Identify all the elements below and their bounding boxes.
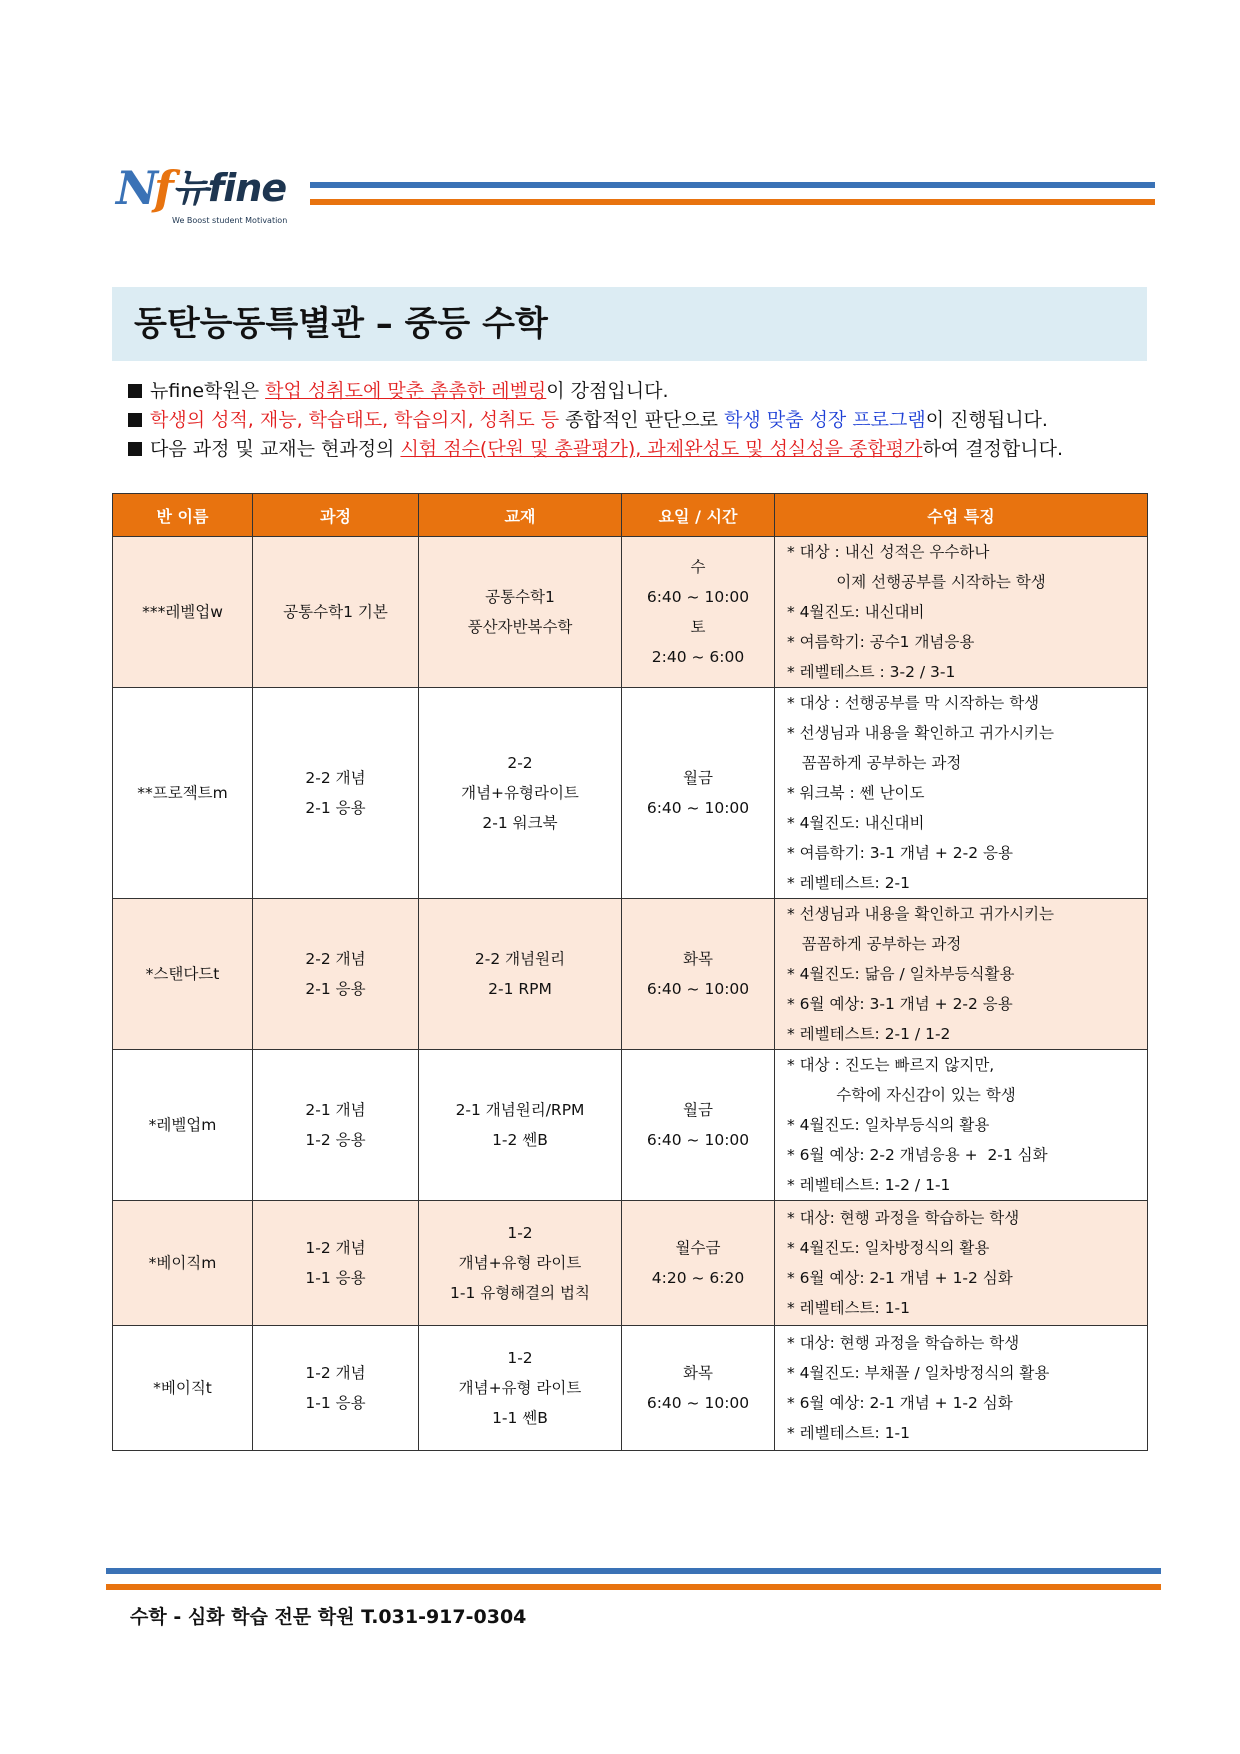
- course-line: 2-1 개념: [305, 1101, 366, 1119]
- bullet-text: 이 강점입니다.: [546, 380, 669, 402]
- features-line: * 4월진도: 일차부등식의 활용: [787, 1116, 990, 1134]
- features-line: * 워크북 : 쎈 난이도: [787, 784, 925, 802]
- logo-mark-f: f: [154, 161, 170, 215]
- textbook-cell: [419, 688, 622, 899]
- bullet-text: 학업 성취도에 맞춘 촘촘한 레벨링: [265, 380, 547, 402]
- schedule-cell: [622, 688, 775, 899]
- logo-tagline: We Boost student Motivation: [172, 216, 288, 225]
- bullet-line: [128, 406, 1158, 435]
- class-name-cell: [113, 1326, 253, 1451]
- schedule-line: 4:20 ~ 6:20: [651, 1269, 745, 1287]
- footer-contact: 수학 - 심화 학습 전문 학원 T.031-917-0304: [130, 1606, 527, 1628]
- header-rule-orange: [310, 199, 1155, 205]
- textbook-cell: [419, 1050, 622, 1201]
- logo-mark: [116, 160, 170, 216]
- bullet-text: 뉴fine학원은: [150, 380, 266, 402]
- features-line: * 선생님과 내용을 확인하고 귀가시키는: [787, 724, 1055, 742]
- header-course: 과정: [253, 494, 419, 537]
- features-line: * 4월진도: 일차방정식의 활용: [787, 1239, 990, 1257]
- bullet-text: 하여 결정합니다.: [922, 438, 1064, 460]
- textbook-line: 개념+유형라이트: [461, 784, 579, 802]
- schedule-line: 2:40 ~ 6:00: [651, 648, 745, 666]
- course-cell: [253, 1050, 419, 1201]
- course-line: 1-2 응용: [305, 1131, 366, 1149]
- footer-rule-orange: [106, 1584, 1161, 1590]
- table-header-row: [113, 494, 1148, 537]
- course-cell: [253, 899, 419, 1050]
- features-line: * 4월진도: 부채꼴 / 일차방정식의 활용: [787, 1364, 1050, 1382]
- features-line: * 레벨테스트: 2-1 / 1-2: [787, 1025, 951, 1043]
- textbook-line: 개념+유형 라이트: [458, 1379, 582, 1397]
- textbook-line: 2-1 RPM: [488, 980, 552, 998]
- course-line: 공통수학1 기본: [283, 603, 388, 621]
- features-cell: [775, 688, 1148, 899]
- features-line: * 대상 : 선행공부를 막 시작하는 학생: [787, 694, 1040, 712]
- features-line: * 레벨테스트: 2-1: [787, 874, 911, 892]
- schedule-line: 월금: [683, 769, 713, 787]
- header-schedule: 요일 / 시간: [622, 494, 775, 537]
- features-line: * 6월 예상: 2-1 개념 + 1-2 심화: [787, 1394, 1013, 1412]
- schedule-line: 6:40 ~ 10:00: [646, 588, 750, 606]
- schedule-line: 화목: [683, 1364, 713, 1382]
- course-line: 2-1 응용: [305, 980, 366, 998]
- textbook-line: 2-2 개념원리: [474, 950, 566, 968]
- class-name: *레벨업m: [148, 1116, 217, 1134]
- intro-bullets: [128, 377, 1158, 464]
- class-name-cell: [113, 537, 253, 688]
- schedule-line: 화목: [683, 950, 713, 968]
- features-line: * 4월진도: 내신대비: [787, 603, 925, 621]
- features-cell: [775, 1201, 1148, 1326]
- logo-mark-n: N: [116, 161, 155, 215]
- features-line: * 6월 예상: 2-2 개념응용 + 2-1 심화: [787, 1146, 1048, 1164]
- schedule-line: 6:40 ~ 10:00: [646, 1131, 750, 1149]
- bullet-line: [128, 435, 1158, 464]
- features-line: 꼼꼼하게 공부하는 과정: [787, 935, 962, 953]
- textbook-line: 2-1 개념원리/RPM: [455, 1101, 585, 1119]
- schedule-line: 6:40 ~ 10:00: [646, 1394, 750, 1412]
- bullet-line: [128, 377, 1158, 406]
- features-line: * 대상: 현행 과정을 학습하는 학생: [787, 1209, 1020, 1227]
- course-line: 1-1 응용: [305, 1394, 366, 1412]
- bullet-text: 학생 맞춤 성장 프로그램: [724, 409, 926, 431]
- class-name-cell: [113, 688, 253, 899]
- table-row: [113, 537, 1148, 688]
- footer-rule-blue: [106, 1568, 1161, 1574]
- schedule-line: 수: [690, 558, 706, 576]
- class-name-cell: [113, 1050, 253, 1201]
- logo: [116, 160, 296, 230]
- class-name: **프로젝트m: [137, 784, 228, 802]
- schedule-line: 월수금: [675, 1239, 721, 1257]
- textbook-line: 2-2: [507, 754, 533, 772]
- schedule-line: 월금: [683, 1101, 713, 1119]
- textbook-line: 풍산자반복수학: [467, 618, 573, 636]
- features-cell: [775, 899, 1148, 1050]
- textbook-cell: [419, 899, 622, 1050]
- header-textbook: 교재: [419, 494, 622, 537]
- course-cell: [253, 1201, 419, 1326]
- class-name-cell: [113, 899, 253, 1050]
- class-name: *스탠다드t: [145, 965, 220, 983]
- features-cell: [775, 1326, 1148, 1451]
- square-bullet-icon: [128, 384, 142, 398]
- table-row: [113, 1326, 1148, 1451]
- bullet-text: 학생의 성적, 재능, 학습태도, 학습의지, 성취도 등: [150, 409, 560, 431]
- table-row: [113, 1201, 1148, 1326]
- course-line: 2-2 개념: [305, 950, 366, 968]
- textbook-line: 개념+유형 라이트: [458, 1254, 582, 1272]
- features-cell: [775, 1050, 1148, 1201]
- features-line: * 대상 : 진도는 빠르지 않지만,: [787, 1056, 995, 1074]
- bullet-text: 이 진행됩니다.: [925, 409, 1048, 431]
- class-name: *베이직t: [153, 1379, 212, 1397]
- class-schedule-table: [112, 493, 1148, 1451]
- features-line: 이제 선행공부를 시작하는 학생: [787, 573, 1046, 591]
- features-line: 수학에 자신감이 있는 학생: [787, 1086, 1016, 1104]
- logo-wordmark: 뉴fine: [172, 166, 287, 210]
- features-line: * 4월진도: 내신대비: [787, 814, 925, 832]
- textbook-line: 2-1 워크북: [482, 814, 558, 832]
- schedule-line: 6:40 ~ 10:00: [646, 799, 750, 817]
- header-rule-blue: [310, 182, 1155, 188]
- textbook-line: 1-2: [507, 1224, 533, 1242]
- schedule-line: 6:40 ~ 10:00: [646, 980, 750, 998]
- textbook-line: 1-2 쎈B: [492, 1131, 548, 1149]
- features-line: * 레벨테스트: 1-1: [787, 1424, 911, 1442]
- course-line: 1-2 개념: [305, 1239, 366, 1257]
- features-line: * 4월진도: 닮음 / 일차부등식활용: [787, 965, 1015, 983]
- features-line: * 선생님과 내용을 확인하고 귀가시키는: [787, 905, 1055, 923]
- course-line: 2-2 개념: [305, 769, 366, 787]
- bullet-text: 종합적인 판단으로: [559, 409, 725, 431]
- textbook-cell: [419, 537, 622, 688]
- bullet-text: 다음 과정 및 교재는 현과정의: [150, 438, 401, 460]
- course-line: 1-1 응용: [305, 1269, 366, 1287]
- header-class-name: 반 이름: [113, 494, 253, 537]
- features-line: * 여름학기: 공수1 개념응용: [787, 633, 975, 651]
- features-line: * 대상: 현행 과정을 학습하는 학생: [787, 1334, 1020, 1352]
- course-cell: [253, 537, 419, 688]
- textbook-line: 공통수학1: [485, 588, 555, 606]
- features-line: * 6월 예상: 3-1 개념 + 2-2 응용: [787, 995, 1013, 1013]
- class-name: *베이직m: [148, 1254, 217, 1272]
- schedule-cell: [622, 899, 775, 1050]
- textbook-line: 1-1 쎈B: [492, 1409, 548, 1427]
- bullet-text: 시험 점수(단원 및 총괄평가), 과제완성도 및 성실성을 종합평가: [400, 438, 923, 460]
- textbook-cell: [419, 1201, 622, 1326]
- title-banner: [112, 287, 1147, 361]
- features-line: * 레벨테스트: 1-2 / 1-1: [787, 1176, 951, 1194]
- textbook-line: 1-2: [507, 1349, 533, 1367]
- header-features: 수업 특징: [775, 494, 1148, 537]
- square-bullet-icon: [128, 442, 142, 456]
- course-cell: [253, 1326, 419, 1451]
- schedule-cell: [622, 537, 775, 688]
- class-name-cell: [113, 1201, 253, 1326]
- textbook-cell: [419, 1326, 622, 1451]
- course-line: 1-2 개념: [305, 1364, 366, 1382]
- schedule-line: 토: [690, 618, 706, 636]
- features-line: * 6월 예상: 2-1 개념 + 1-2 심화: [787, 1269, 1013, 1287]
- course-line: 2-1 응용: [305, 799, 366, 817]
- schedule-cell: [622, 1201, 775, 1326]
- schedule-cell: [622, 1326, 775, 1451]
- textbook-line: 1-1 유형해결의 법칙: [450, 1284, 590, 1302]
- features-cell: [775, 537, 1148, 688]
- schedule-cell: [622, 1050, 775, 1201]
- page-title: 동탄능동특별관 – 중등 수학: [134, 304, 548, 344]
- features-line: * 대상 : 내신 성적은 우수하나: [787, 543, 990, 561]
- features-line: * 레벨테스트 : 3-2 / 3-1: [787, 663, 956, 681]
- features-line: * 레벨테스트: 1-1: [787, 1299, 911, 1317]
- class-name: ***레벨업w: [142, 603, 223, 621]
- features-line: * 여름학기: 3-1 개념 + 2-2 응용: [787, 844, 1013, 862]
- course-cell: [253, 688, 419, 899]
- features-line: 꼼꼼하게 공부하는 과정: [787, 754, 962, 772]
- square-bullet-icon: [128, 413, 142, 427]
- table-row: [113, 899, 1148, 1050]
- table-row: [113, 688, 1148, 899]
- table-row: [113, 1050, 1148, 1201]
